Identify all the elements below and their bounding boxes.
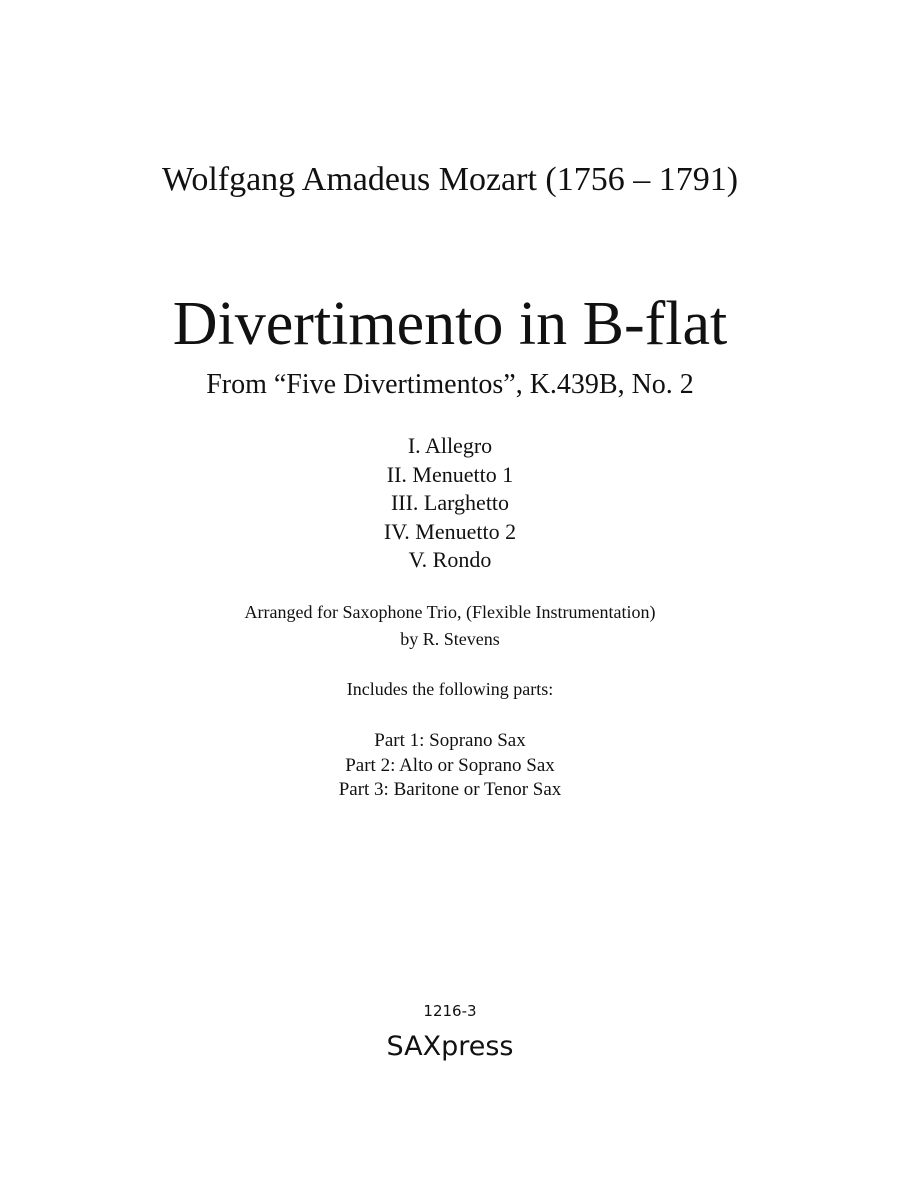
page-title: Divertimento in B-flat xyxy=(172,290,728,358)
arranger-byline: by R. Stevens xyxy=(400,629,500,649)
movement-item: II. Menuetto 1 xyxy=(386,461,514,487)
parts-heading: Includes the following parts: xyxy=(346,679,554,699)
composer-heading: Wolfgang Amadeus Mozart (1756 – 1791) xyxy=(161,161,739,198)
catalog-number: 1216-3 xyxy=(423,1002,477,1020)
movement-item: III. Larghetto xyxy=(390,490,510,515)
part-item: Part 2: Alto or Soprano Sax xyxy=(345,754,555,776)
part-item: Part 3: Baritone or Tenor Sax xyxy=(338,779,562,800)
subtitle: From “Five Divertimentos”, K.439B, No. 2 xyxy=(206,369,694,400)
part-item: Part 1: Soprano Sax xyxy=(374,730,526,751)
movement-item: V. Rondo xyxy=(408,547,492,572)
publisher-name: SAXpress xyxy=(386,1031,514,1062)
arrangement-line: Arranged for Saxophone Trio, (Flexible Instrumentation) xyxy=(244,602,656,622)
movement-list xyxy=(0,432,900,575)
parts-list xyxy=(0,729,900,803)
movement-item: I. Allegro xyxy=(407,433,493,458)
movement-item: IV. Menuetto 2 xyxy=(383,518,517,544)
